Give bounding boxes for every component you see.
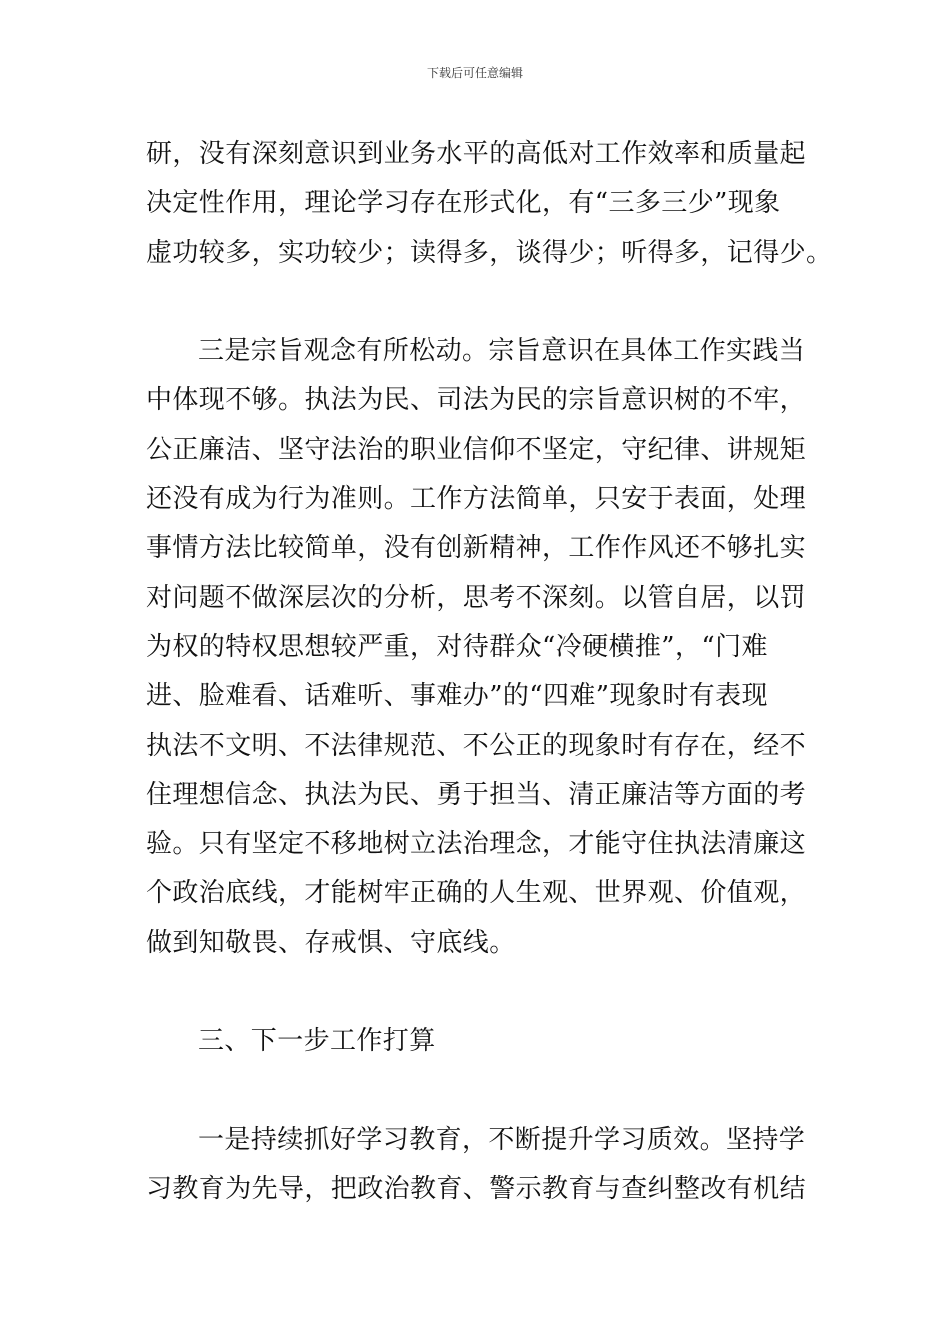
- text-line: 个政治底线，才能树牢正确的人生观、世界观、价值观，: [146, 878, 807, 909]
- paragraph-purpose-concept: [146, 327, 806, 968]
- text-line: 研，没有深刻意识到业务水平的高低对工作效率和质量起: [146, 139, 807, 169]
- text-line: 习教育为先导，把政治教育、警示教育与查纠整改有机结: [146, 1174, 807, 1205]
- paragraph-gap: [146, 1067, 806, 1116]
- page-header: 下载后可任意编辑: [426, 66, 523, 80]
- text-line: 执法不文明、不法律规范、不公正的现象时有存在，经不: [146, 730, 807, 761]
- text-line: 公正廉洁、坚守法治的职业信仰不坚定，守纪律、讲规矩: [146, 434, 807, 465]
- section-heading: [146, 1017, 806, 1066]
- paragraph-gap: [146, 968, 806, 1017]
- text-line: 中体现不够。执法为民、司法为民的宗旨意识树的不牢，: [146, 385, 807, 416]
- document-body: [146, 130, 833, 1215]
- text-line: 三是宗旨观念有所松动。宗旨意识在具体工作实践当: [198, 336, 806, 367]
- text-line: 做到知敬畏、存戒惧、守底线。: [146, 927, 516, 958]
- paragraph-study-issues: [146, 130, 833, 278]
- text-line: 为权的特权思想较严重，对待群众“冷硬横推”，“门难: [146, 631, 768, 662]
- text-line: 住理想信念、执法为民、勇于担当、清正廉洁等方面的考: [146, 779, 807, 810]
- text-line: 对问题不做深层次的分析，思考不深刻。以管自居，以罚: [146, 582, 807, 613]
- paragraph-gap: [146, 278, 806, 327]
- text-line: 进、脸难看、话难听、事难办”的“四难”现象时有表现: [146, 681, 768, 712]
- heading-line: 三、下一步工作打算: [198, 1026, 436, 1057]
- text-line: 事情方法比较简单，没有创新精神，工作作风还不够扎实: [146, 533, 807, 564]
- text-line: 还没有成为行为准则。工作方法简单，只安于表面，处理: [146, 484, 807, 515]
- text-line: 决定性作用，理论学习存在形式化，有“三多三少”现象: [146, 188, 781, 219]
- text-line: 一是持续抓好学习教育，不断提升学习质效。坚持学: [198, 1124, 806, 1155]
- text-line: 验。只有坚定不移地树立法治理念，才能守住执法清廉这: [146, 829, 807, 860]
- text-line: 虚功较多，实功较少；读得多，谈得少；听得多，记得少。: [146, 237, 833, 268]
- paragraph-study-education: [146, 1116, 806, 1215]
